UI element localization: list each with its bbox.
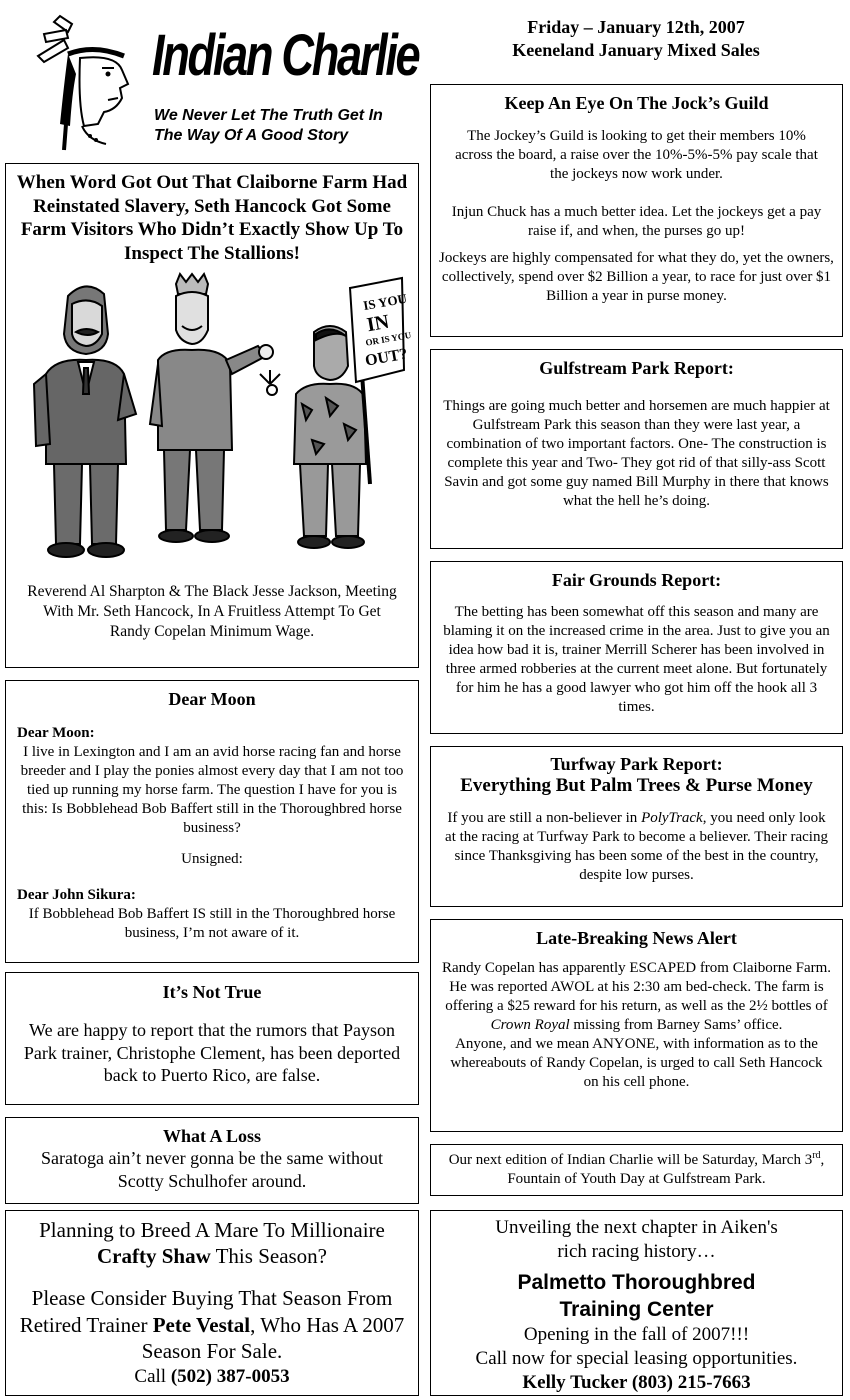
late-news-p1-b: missing from Barney Sams’ office. xyxy=(569,1017,783,1033)
late-news-story xyxy=(430,919,843,1132)
crafty-ad-call xyxy=(6,1365,418,1389)
turfway-body-italic: PolyTrack xyxy=(641,810,703,826)
fair-grounds-story xyxy=(430,561,843,734)
fair-grounds-title: Fair Grounds Report: xyxy=(551,570,722,590)
jocks-guild-story xyxy=(430,84,843,337)
palmetto-ad xyxy=(430,1210,843,1396)
crafty-ad-line1 xyxy=(6,1211,418,1269)
cartoon-figure-middle xyxy=(150,274,280,542)
crafty-ad-line2 xyxy=(6,1269,418,1365)
crafty-ad-line2-bold: Pete Vestal xyxy=(152,1312,251,1337)
next-edition-notice xyxy=(430,1144,843,1196)
not-true-story xyxy=(5,972,419,1105)
next-edition-text xyxy=(431,1145,842,1189)
late-news-p1 xyxy=(431,949,842,1035)
crafty-ad-line1-pre: Planning to Breed A Mare To Millionaire xyxy=(39,1218,385,1242)
dear-moon-reply-salutation: Dear John Sikura: xyxy=(17,887,136,903)
claiborne-headline: When Word Got Out That Claiborne Farm Had Reinstated Slavery, Seth Hancock Got Some Farm Visitors Who Didn’t Exactly Show Up To Inspect The Stallions! xyxy=(16,172,408,264)
gulfstream-body: Things are going much better and horsemen are much happier at Gulfstream Park this season than they were last year, a combination of two important factors. One- The construction is complete this year and Two- They got rid of that silly-ass Scott Savin and got some guy named Bill Murphy in there that knows what the hell he’s doing. xyxy=(443,398,830,509)
what-a-loss-story xyxy=(5,1117,419,1204)
what-a-loss-title: What A Loss xyxy=(162,1126,262,1146)
palmetto-name: Palmetto Thoroughbred Training Center xyxy=(517,1271,756,1321)
next-edition-text-a: Our next edition of Indian Charlie will be Saturday, March 3 xyxy=(448,1152,813,1168)
late-news-p2: Anyone, and we mean ANYONE, with information as to the whereabouts of Randy Copelan, is urged to call Seth Hancock on his cell phone. xyxy=(450,1036,823,1090)
dateline xyxy=(430,16,842,62)
turfway-body-post: , you need only look at the racing at Turfway Park to become a believer. Their racing since Thanksgiving has been some of the best in the country, despite low purses. xyxy=(445,810,828,883)
palmetto-contact: Kelly Tucker (803) 215-7663 xyxy=(522,1372,751,1393)
gulfstream-title: Gulfstream Park Report: xyxy=(539,358,734,378)
dear-moon-column xyxy=(5,680,419,963)
palmetto-opening: Opening in the fall of 2007!!! xyxy=(523,1324,750,1345)
not-true-title: It’s Not True xyxy=(162,982,262,1002)
jocks-guild-title: Keep An Eye On The Jock’s Guild xyxy=(504,93,769,113)
crafty-shaw-ad xyxy=(5,1210,419,1396)
sign-text-line-4: OUT? xyxy=(363,345,409,370)
palmetto-intro: Unveiling the next chapter in Aiken's rich racing history… xyxy=(495,1217,778,1262)
masthead-tagline: We Never Let The Truth Get In The Way Of A Good Story xyxy=(154,107,383,144)
sign-text-line-3: OR IS YOU xyxy=(364,329,412,348)
crafty-ad-line1-post: This Season? xyxy=(210,1244,328,1268)
fair-grounds-body: The betting has been somewhat off this season and many are blaming it on the increased crime in the area. Just to give you an idea how bad it is, trainer Merrill Scherer has been involved in three armed robberies at the current meet alone. But fortunately for him he has a good lawyer who got him off the hook all 3 times. xyxy=(443,604,830,715)
sign-text-line-2: IN xyxy=(365,310,391,337)
masthead-title: Indian Charlie xyxy=(152,23,419,88)
dear-moon-reply: If Bobblehead Bob Baffert IS still in the Thoroughbred horse business, I’m not aware of it. xyxy=(28,906,396,941)
indian-head-logo-icon xyxy=(24,14,144,154)
crafty-ad-call-number: (502) 387-0053 xyxy=(170,1365,290,1387)
jocks-guild-p2: Injun Chuck has a much better idea. Let the jockeys get a pay raise if, and when, the purses go up! xyxy=(451,204,822,239)
turfway-body xyxy=(431,797,842,885)
palmetto-call: Call now for special leasing opportunities. xyxy=(475,1348,798,1369)
turfway-title: Turfway Park Report: xyxy=(550,754,723,774)
dear-moon-title: Dear Moon xyxy=(168,689,256,709)
jocks-guild-p3: Jockeys are highly compensated for what they do, yet the owners, collectively, spend over $2 Billion a year, to race for just over $1 Billion a year in purse money. xyxy=(439,250,834,304)
turfway-story xyxy=(430,746,843,907)
next-edition-text-b: , Fountain of Youth Day at Gulfstream Park. xyxy=(507,1152,825,1187)
sign-text-line-1: IS YOU xyxy=(362,290,408,314)
cartoon-figure-left xyxy=(34,286,136,557)
cartoon-illustration xyxy=(26,274,412,564)
late-news-p1-italic: Crown Royal xyxy=(490,1017,570,1033)
dear-moon-salutation: Dear Moon: xyxy=(17,725,95,741)
turfway-subtitle: Everything But Palm Trees & Purse Money xyxy=(460,775,813,796)
dear-moon-signoff: Unsigned: xyxy=(181,851,243,867)
crafty-ad-line2-pre: Please Consider Buying That Season From Retired Trainer xyxy=(19,1286,393,1337)
not-true-body: We are happy to report that the rumors that Payson Park trainer, Christophe Clement, has been deported back to Puerto Rico, are false. xyxy=(23,1020,401,1085)
turfway-body-pre: If you are still a non-believer in xyxy=(447,810,642,826)
what-a-loss-body: Saratoga ain’t never gonna be the same without Scotty Schulhofer around. xyxy=(40,1148,384,1191)
claiborne-story xyxy=(5,163,419,668)
late-news-title: Late-Breaking News Alert xyxy=(536,928,737,948)
issue-date: Friday – January 12th, 2007 xyxy=(527,17,745,37)
crafty-ad-call-label: Call xyxy=(134,1365,171,1387)
next-edition-text-sup: rd xyxy=(812,1150,821,1161)
cartoon-caption: Reverend Al Sharpton & The Black Jesse Jackson, Meeting With Mr. Seth Hancock, In A Fruitless Attempt To Get Randy Copelan Minimum Wage. xyxy=(27,583,397,640)
dear-moon-letter: I live in Lexington and I am an avid horse racing fan and horse breeder and I play the ponies almost every day that I am not too tied up running my horse farm. The question I have for you is this: Is Bobblehead Bob Baffert still in the Thoroughbred horse business? xyxy=(20,744,404,836)
late-news-p1-a: Randy Copelan has apparently ESCAPED from Claiborne Farm. He was reported AWOL at his 2:30 am bed-check. The farm is offering a $25 reward for his return, as well as the 2½ bottles of xyxy=(441,960,832,1014)
crafty-ad-line2-post: , Who Has A 2007 Season For Sale. xyxy=(141,1312,405,1363)
issue-event: Keeneland January Mixed Sales xyxy=(512,40,760,60)
gulfstream-story xyxy=(430,349,843,549)
jocks-guild-p1: The Jockey’s Guild is looking to get their members 10% across the board, a raise over the 10%-5%-5% pay scale that the jockeys now work under. xyxy=(455,128,818,182)
crafty-ad-line1-bold: Crafty Shaw xyxy=(96,1244,211,1268)
